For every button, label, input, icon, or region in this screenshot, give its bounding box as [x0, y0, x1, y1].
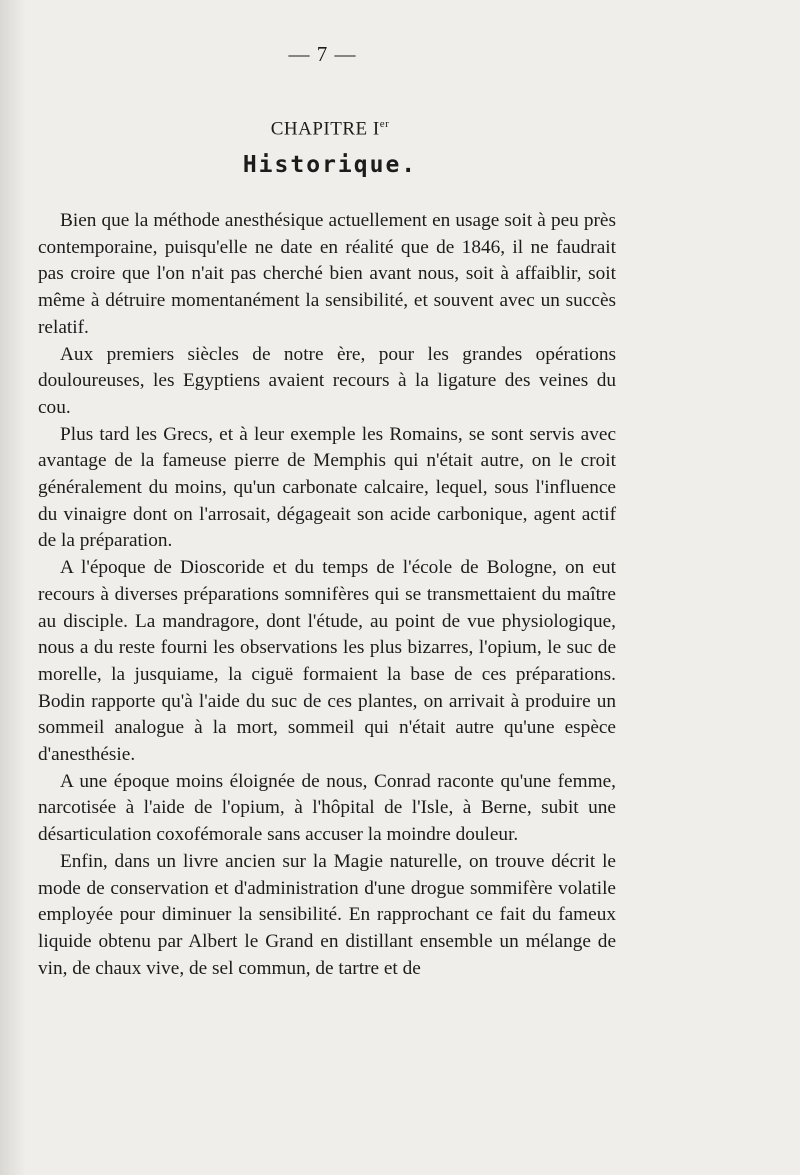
- body-text: [38, 208, 616, 982]
- paragraph: A une époque moins éloignée de nous, Conrad raconte qu'une femme, narcotisée à l'aide de l'opium, à l'hôpital de l'Isle, à Berne, subit une désarticulation coxofémorale sans accuser la moindre douleur.: [38, 770, 616, 846]
- section-title: Historique.: [242, 152, 418, 178]
- paragraph: A l'époque de Dioscoride et du temps de l'école de Bologne, on eut recours à diverses préparations somnifères qui se transmettaient du maître au disciple. La mandragore, dont l'étude, au point de vue physiologique, nous a du reste fourni les observations les plus bizarres, l'opium, le suc de morelle, la jusquiame, la ciguë formaient la base de ces préparations. Bodin rapporte qu'à l'aide du suc de ces plantes, on arrivait à produire un sommeil analogue à la mort, sommeil qui n'était autre qu'une espèce d'anesthésie.: [38, 557, 616, 766]
- paragraph: Plus tard les Grecs, et à leur exemple les Romains, se sont servis avec avantage de la fameuse pierre de Memphis qui n'était autre, on le croit généralement du moins, qu'un carbonate calcaire, lequel, sous l'influence du vinaigre dont on l'arrosait, dégageait son acide carbonique, agent actif de la préparation.: [38, 423, 616, 552]
- chapter-ordinal-suffix: er: [379, 118, 390, 130]
- page-number: — 7 —: [288, 42, 357, 66]
- chapter-label: CHAPITRE I: [270, 118, 380, 140]
- paragraph: Aux premiers siècles de notre ère, pour les grandes opérations douloureuses, les Egyptiens avaient recours à la ligature des veines du cou.: [38, 343, 616, 418]
- paragraph: Enfin, dans un livre ancien sur la Magie naturelle, on trouve décrit le mode de conservation et d'administration d'une drogue sommifère volatile employée pour diminuer la sensibilité. En rapprochant ce fait du fameux liquide obtenu par Albert le Grand en distillant ensemble un mélange de vin, de chaux vive, de sel commun, de tartre et de: [38, 850, 616, 979]
- paragraph: Bien que la méthode anesthésique actuellement en usage soit à peu près contemporaine, puisqu'elle ne date en réalité que de 1846, il ne faudrait pas croire que l'on n'ait pas cherché bien avant nous, soit à affaiblir, soit même à détruire momentanément la sensibilité, et souvent avec un succès relatif.: [38, 210, 616, 338]
- chapter-heading: [0, 118, 660, 140]
